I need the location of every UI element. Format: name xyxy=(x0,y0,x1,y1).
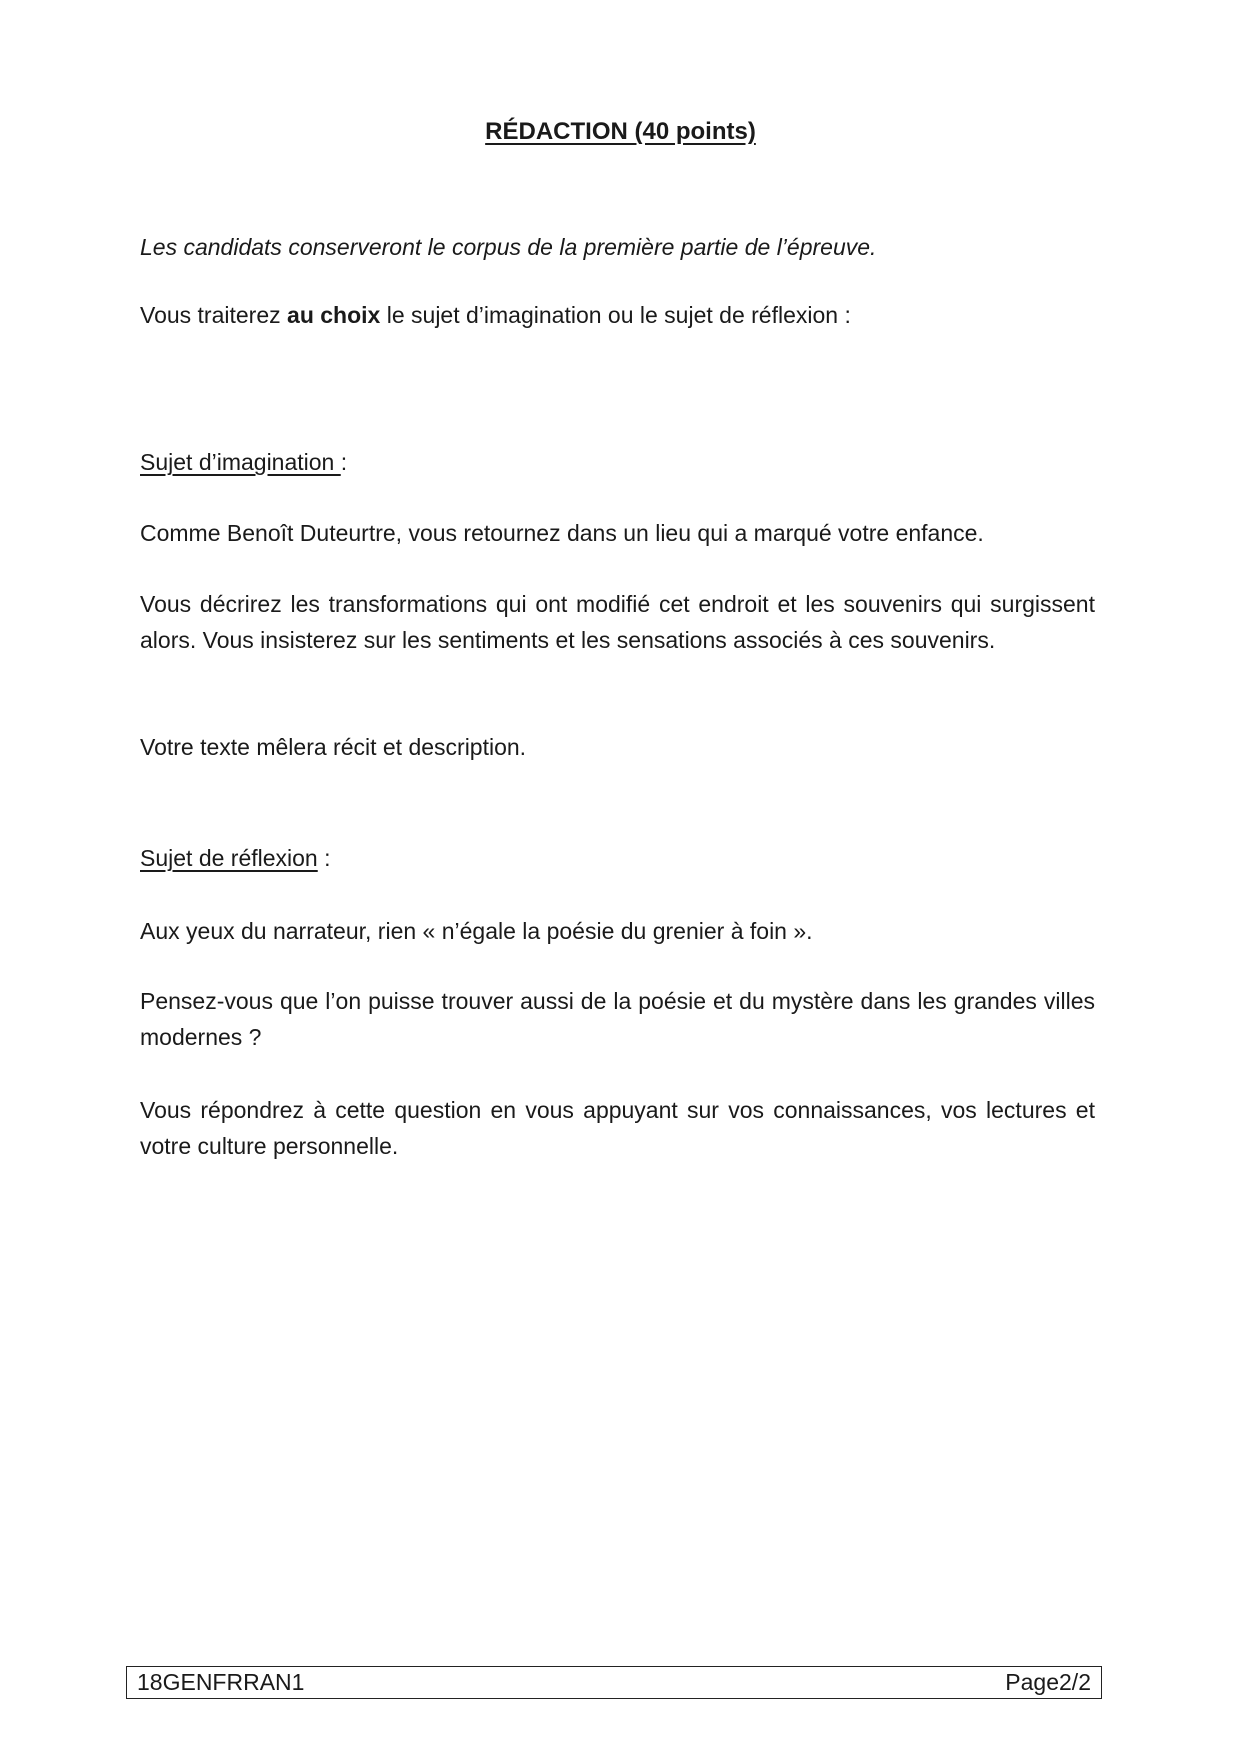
page-footer xyxy=(126,1666,1102,1699)
imagination-heading: Sujet d’imagination xyxy=(140,449,341,475)
imagination-heading-suffix: : xyxy=(340,449,348,475)
reflexion-heading-line xyxy=(140,840,1095,876)
choice-intro-after: le sujet d’imagination ou le sujet de réflexion : xyxy=(380,302,851,328)
footer-code: 18GENFRRAN1 xyxy=(137,1669,305,1695)
imagination-paragraph-1: Comme Benoît Duteurtre, vous retournez dans un lieu qui a marqué votre enfance. xyxy=(140,520,984,546)
reflexion-heading-suffix: : xyxy=(317,845,331,871)
footer-page-number: Page2/2 xyxy=(1005,1669,1091,1695)
reflexion-paragraph-1: Aux yeux du narrateur, rien « n’égale la poésie du grenier à foin ». xyxy=(140,918,813,944)
page-title: RÉDACTION (40 points) xyxy=(485,118,756,145)
imagination-paragraph-2: Vous décrirez les transformations qui ont modifié cet endroit et les souvenirs qui surgissent alors. Vous insisterez sur les sentiments et les sensations associés à ces souvenirs. xyxy=(140,591,1095,653)
choice-intro xyxy=(140,297,1095,333)
choice-intro-before: Vous traiterez xyxy=(140,302,288,328)
reflexion-paragraph-2: Pensez-vous que l’on puisse trouver aussi de la poésie et du mystère dans les grandes villes modernes ? xyxy=(140,988,1095,1050)
reflexion-paragraph-3: Vous répondrez à cette question en vous appuyant sur vos connaissances, vos lectures et votre culture personnelle. xyxy=(140,1097,1095,1159)
instruction-text: Les candidats conserveront le corpus de la première partie de l’épreuve. xyxy=(140,234,877,260)
reflexion-heading: Sujet de réflexion xyxy=(140,845,318,871)
imagination-paragraph-3: Votre texte mêlera récit et description. xyxy=(140,734,527,760)
imagination-heading-line xyxy=(140,444,1095,480)
choice-intro-bold: au choix xyxy=(287,302,381,328)
